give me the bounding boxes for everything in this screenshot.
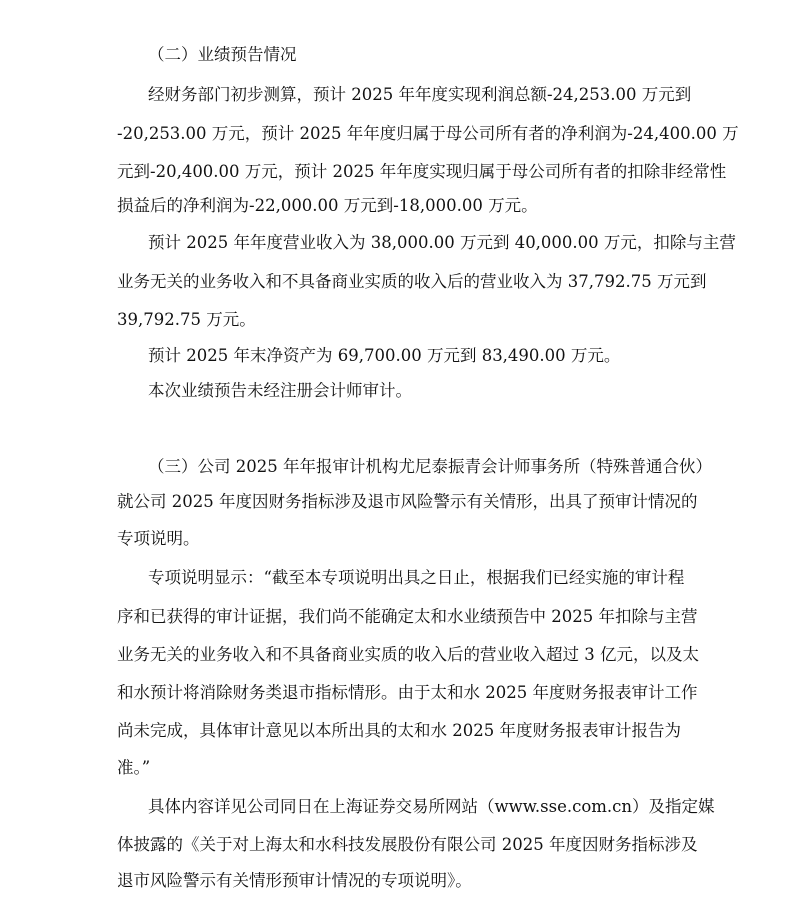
paragraph-line: 序和已获得的审计证据，我们尚不能确定太和水业绩预告中 2025 年扣除与主营 [117,607,698,626]
paragraph-line: 经财务部门初步测算，预计 2025 年年度实现利润总额-24,253.00 万元到 [148,85,692,104]
paragraph-line: 损益后的净利润为-22,000.00 万元到-18,000.00 万元。 [117,196,538,215]
paragraph-line: 元到-20,400.00 万元，预计 2025 年年度实现归属于母公司所有者的扣除非经常性 [117,162,727,181]
paragraph-line: 预计 2025 年年度营业收入为 38,000.00 万元到 40,000.00 万元，扣除与主营 [148,233,736,252]
paragraph-line: 预计 2025 年末净资产为 69,700.00 万元到 83,490.00 万元。 [148,346,621,365]
paragraph-line: 39,792.75 万元。 [117,310,256,329]
paragraph-line: 本次业绩预告未经注册会计师审计。 [148,381,412,400]
paragraph-line: 业务无关的业务收入和不具备商业实质的收入后的营业收入超过 3 亿元，以及太 [117,645,699,664]
paragraph-line: 尚未完成，具体审计意见以本所出具的太和水 2025 年度财务报表审计报告为 [117,721,681,740]
paragraph-line: 专项说明。 [117,529,200,548]
paragraph-line: 专项说明显示：“截至本专项说明出具之日止，根据我们已经实施的审计程 [148,568,685,587]
paragraph-line: 体披露的《关于对上海太和水科技发展股份有限公司 2025 年度因财务指标涉及 [117,835,698,854]
paragraph-line: 业务无关的业务收入和不具备商业实质的收入后的营业收入为 37,792.75 万元到 [117,272,707,291]
paragraph-line: 具体内容详见公司同日在上海证券交易所网站（www.sse.com.cn）及指定媒 [148,797,715,816]
paragraph-line: （三）公司 2025 年年报审计机构尤尼泰振青会计师事务所（特殊普通合伙） [148,457,712,476]
paragraph-line: 就公司 2025 年度因财务指标涉及退市风险警示有关情形，出具了预审计情况的 [117,492,698,511]
paragraph-line: 退市风险警示有关情形预审计情况的专项说明》。 [117,871,472,890]
paragraph-line: -20,253.00 万元，预计 2025 年年度归属于母公司所有者的净利润为-24,400.00 万 [117,124,739,143]
section-heading: （二）业绩预告情况 [148,45,297,64]
paragraph-line: 和水预计将消除财务类退市指标情形。由于太和水 2025 年度财务报表审计工作 [117,683,698,702]
paragraph-line: 准。” [117,758,151,777]
